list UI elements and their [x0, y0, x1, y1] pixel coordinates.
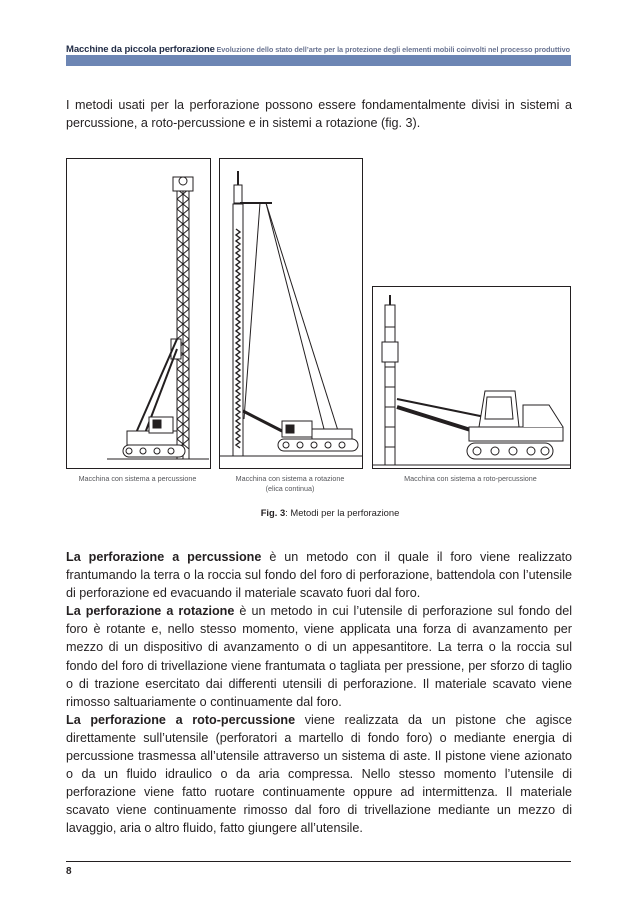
- figure-roto-percussion-machine: [372, 286, 571, 469]
- caption-percussion: [66, 474, 209, 484]
- paragraph-roto-percussion: [66, 711, 572, 838]
- paragraph-rotary-text: è un metodo in cui l’utensile di perforazione sul fondo del foro è rotante e, nello stesso momento, viene applicata una forza di avanzamento per mezzo di un dispositivo di avanzamento o di un appesantitore. La terra o la roccia sul fondo del foro di trivellazione viene frantumata o tagliata per pressione, per sforzo di taglio o di trazione esercitato dai differenti utensili di perforazione. Il materiale scavato viene rimosso saltuariamente o continuamente dal foro.: [66, 604, 572, 709]
- paragraph-percussion-text: è un metodo con il quale il foro viene realizzato frantumando la terra o la roccia sul fondo del foro di perforazione, battendola con l’utensile di perforazione ed evacuando il materiale scavato fuori dal foro.: [66, 550, 572, 601]
- page-number: 8: [66, 866, 72, 877]
- figure-rotary-machine: [219, 158, 363, 469]
- intro-paragraph: I metodi usati per la perforazione possono essere fondamentalmente divisi in sistemi a percussione, a roto-percussione e in sistemi a rotazione (fig. 3).: [66, 98, 572, 130]
- caption-roto-percussion: [372, 474, 569, 484]
- figure-caption-label: Fig. 3: [260, 507, 286, 518]
- running-header-left: Macchine da piccola perforazione: [66, 44, 215, 55]
- caption-roto-percussion-line1: Macchina con sistema a roto-percussione: [404, 474, 537, 483]
- figure-percussion-machine: [66, 158, 211, 469]
- header-band: [66, 55, 571, 66]
- paragraph-rotary: [66, 602, 572, 711]
- body-text: [66, 548, 572, 838]
- caption-rotary-line1: Macchina con sistema a rotazione: [235, 474, 345, 483]
- paragraph-percussion: [66, 548, 572, 602]
- paragraph-roto-percussion-text: viene realizzata da un pistone che agisce direttamente sull’utensile (perforatori a martello di fondo foro) o mediante energia di percussione trasmessa all’utensile attraverso un sistema di aste. Il pistone viene azionato o da un fluido idraulico o da aria compressa. Nello stesso momento l’utensile di perforazione viene fatto ruotare continuamente oppure ad intermittenza. Il materiale scavato viene continuamente rimosso dal foro di trivellazione mediante un mezzo di lavaggio, aria o altro fluido, fatto giungere all’utensile.: [66, 712, 572, 836]
- paragraph-percussion-term: La perforazione a percussione: [66, 550, 262, 564]
- running-header-right: Evoluzione dello stato dell’arte per la protezione degli elementi mobili coinvolti nel processo produttivo: [216, 45, 570, 54]
- footer-rule: [66, 861, 571, 862]
- figure-caption-text: : Metodi per la perforazione: [285, 507, 400, 518]
- rotary-machine-drawing: [220, 159, 362, 468]
- caption-rotary-line2: (elica continua): [265, 484, 315, 493]
- roto-percussion-machine-drawing: [373, 287, 570, 468]
- percussion-machine-drawing: [67, 159, 210, 468]
- paragraph-rotary-term: La perforazione a rotazione: [66, 604, 235, 619]
- caption-percussion-line1: Macchina con sistema a percussione: [78, 474, 197, 483]
- caption-rotary: [219, 474, 361, 494]
- paragraph-roto-percussion-term: La perforazione a roto-percussione: [66, 712, 296, 727]
- figure-caption: [200, 507, 460, 518]
